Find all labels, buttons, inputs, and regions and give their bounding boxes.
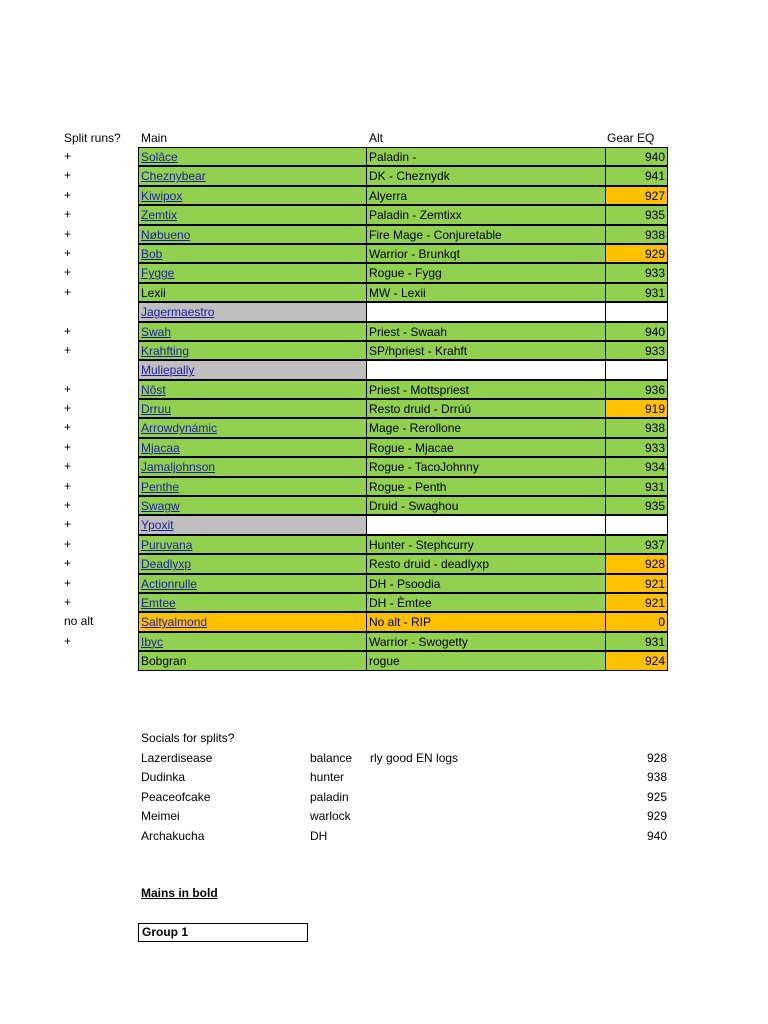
main-cell <box>138 399 367 418</box>
table-row <box>0 457 768 476</box>
split-runs-cell: + <box>64 556 72 571</box>
main-cell <box>138 612 367 631</box>
social-gear: 925 <box>646 789 667 804</box>
alt-cell: Paladin - Zemtixx <box>366 205 606 224</box>
main-character-link[interactable]: Emtee <box>141 595 176 610</box>
main-cell <box>138 225 367 244</box>
gear-eq-cell: 936 <box>605 380 668 399</box>
split-runs-cell: + <box>64 536 72 551</box>
gear-eq-cell: 940 <box>605 322 668 341</box>
split-runs-cell: + <box>64 575 72 590</box>
gear-eq-cell <box>605 515 668 534</box>
split-runs-cell: + <box>64 284 72 299</box>
main-character-link[interactable]: Mjacaa <box>141 440 180 455</box>
main-character-link[interactable]: Penthe <box>141 479 180 494</box>
table-row <box>0 651 768 670</box>
social-class: warlock <box>310 809 351 824</box>
split-runs-cell: + <box>64 187 72 202</box>
social-name: Dudinka <box>141 770 186 785</box>
group-1-box[interactable]: Group 1 <box>138 923 308 942</box>
main-cell <box>138 302 367 321</box>
main-cell: Bobgran <box>138 651 367 670</box>
gear-eq-cell: 927 <box>605 186 668 205</box>
main-cell <box>138 205 367 224</box>
alt-cell: Druid - Swaghou <box>366 496 606 515</box>
gear-eq-cell: 933 <box>605 341 668 360</box>
main-character-link[interactable]: Jagermaestro <box>141 305 215 320</box>
split-runs-cell: + <box>64 517 72 532</box>
alt-cell: No alt - RIP <box>366 612 606 631</box>
alt-cell: Fire Mage - Conjuretable <box>366 225 606 244</box>
social-class: hunter <box>310 770 345 785</box>
gear-eq-cell: 924 <box>605 651 668 670</box>
social-name: Lazerdisease <box>141 751 213 765</box>
main-cell <box>138 457 367 476</box>
main-character-link[interactable]: Deadlyxp <box>141 557 192 572</box>
table-row <box>0 263 768 282</box>
social-name: Archakucha <box>141 828 205 843</box>
gear-eq-cell: 937 <box>605 535 668 554</box>
main-cell: Lexii <box>138 283 367 302</box>
table-row <box>0 438 768 457</box>
main-character-link[interactable]: Nôst <box>141 382 166 397</box>
table-row <box>0 612 768 631</box>
table-row <box>0 302 768 321</box>
main-character-link[interactable]: Krahfting <box>141 343 190 358</box>
table-row <box>0 574 768 593</box>
social-name: Peaceofcake <box>141 789 211 804</box>
mains-in-bold-note: Mains in bold <box>141 886 218 900</box>
split-runs-cell: no alt <box>64 614 94 629</box>
main-character-link[interactable]: Nøbueno <box>141 227 191 242</box>
main-cell <box>138 147 367 166</box>
table-row <box>0 225 768 244</box>
split-runs-cell: + <box>64 265 72 280</box>
gear-eq-cell: 921 <box>605 574 668 593</box>
socials-title: Socials for splits? <box>141 731 235 745</box>
main-cell <box>138 554 367 573</box>
table-row <box>0 322 768 341</box>
gear-eq-cell: 934 <box>605 457 668 476</box>
header-alt: Alt <box>369 131 384 145</box>
alt-cell: MW - Lexii <box>366 283 606 302</box>
split-runs-cell: + <box>64 245 72 260</box>
gear-eq-cell: 935 <box>605 496 668 515</box>
gear-eq-cell: 938 <box>605 225 668 244</box>
table-row <box>0 535 768 554</box>
alt-cell: Alyerra <box>366 186 606 205</box>
alt-cell <box>366 515 606 534</box>
main-character-link[interactable]: Solâce <box>141 150 178 164</box>
main-cell <box>138 244 367 263</box>
table-row <box>0 554 768 573</box>
main-character-link[interactable]: Ypoxit <box>141 518 174 533</box>
split-runs-cell: + <box>64 226 72 241</box>
main-cell <box>138 496 367 515</box>
social-class: DH <box>310 828 328 843</box>
main-character-link[interactable]: Fygge <box>141 266 175 281</box>
main-character-link[interactable]: Kiwipox <box>141 188 183 203</box>
main-character-link[interactable]: Drruu <box>141 402 172 417</box>
main-character-link[interactable]: Swah <box>141 324 172 339</box>
header-gear-eq: Gear EQ <box>607 131 655 145</box>
alt-cell: Rogue - TacoJohnny <box>366 457 606 476</box>
split-runs-cell: + <box>64 168 72 183</box>
social-gear: 940 <box>646 828 667 843</box>
main-character-link[interactable]: Zemtix <box>141 208 177 223</box>
table-row <box>0 360 768 379</box>
split-runs-cell: + <box>64 498 72 513</box>
social-class: paladin <box>310 789 349 804</box>
gear-eq-cell: 941 <box>605 166 668 185</box>
table-row <box>0 399 768 418</box>
header-split-runs: Split runs? <box>64 131 121 145</box>
split-runs-cell: + <box>64 207 72 222</box>
main-character-link[interactable]: Ibyc <box>141 634 164 649</box>
main-character-link[interactable]: Actionrulle <box>141 576 198 591</box>
gear-eq-cell: 940 <box>605 147 668 166</box>
alt-cell <box>366 302 606 321</box>
main-cell <box>138 341 367 360</box>
main-cell <box>138 322 367 341</box>
split-runs-cell: + <box>64 459 72 474</box>
main-character-link[interactable]: Jamaljohnson <box>141 460 216 475</box>
table-row <box>0 186 768 205</box>
social-gear: 929 <box>646 809 667 824</box>
gear-eq-cell: 931 <box>605 632 668 651</box>
alt-cell: Rogue - Mjacae <box>366 438 606 457</box>
alt-cell: Resto druid - deadlyxp <box>366 554 606 573</box>
split-runs-cell: + <box>64 420 72 435</box>
header-main: Main <box>141 131 168 145</box>
table-row <box>0 496 768 515</box>
gear-eq-cell: 933 <box>605 263 668 282</box>
main-cell <box>138 574 367 593</box>
split-runs-cell: + <box>64 149 72 163</box>
table-row <box>0 593 768 612</box>
main-character-link[interactable]: Puruvana <box>141 537 193 552</box>
gear-eq-cell: 938 <box>605 418 668 437</box>
table-row <box>0 341 768 360</box>
split-runs-cell: + <box>64 401 72 416</box>
gear-eq-cell: 933 <box>605 438 668 457</box>
split-runs-cell: + <box>64 594 72 609</box>
main-character-link[interactable]: Bob <box>141 246 163 261</box>
split-runs-cell: + <box>64 323 72 338</box>
social-gear: 938 <box>646 770 667 785</box>
social-class: balance <box>310 751 353 765</box>
gear-eq-cell <box>605 360 668 379</box>
split-runs-cell: + <box>64 381 72 396</box>
social-note: rly good EN logs <box>370 751 459 765</box>
table-row <box>0 418 768 437</box>
alt-cell: Priest - Swaah <box>366 322 606 341</box>
gear-eq-cell: 931 <box>605 477 668 496</box>
split-runs-cell: + <box>64 342 72 357</box>
table-row <box>0 632 768 651</box>
gear-eq-cell: 935 <box>605 205 668 224</box>
split-runs-cell: + <box>64 439 72 454</box>
gear-eq-cell: 919 <box>605 399 668 418</box>
roster-table <box>0 147 768 671</box>
gear-eq-cell: 921 <box>605 593 668 612</box>
main-cell <box>138 263 367 282</box>
main-character-link[interactable]: Saltyalmond <box>141 615 208 630</box>
alt-cell: Resto druid - Drrúú <box>366 399 606 418</box>
alt-cell <box>366 360 606 379</box>
alt-cell: rogue <box>366 651 606 670</box>
alt-cell: Rogue - Penth <box>366 477 606 496</box>
main-cell <box>138 515 367 534</box>
alt-cell: Priest - Mottspriest <box>366 380 606 399</box>
main-cell <box>138 438 367 457</box>
alt-cell: Rogue - Fygg <box>366 263 606 282</box>
gear-eq-cell: 928 <box>605 554 668 573</box>
main-character-link[interactable]: Muliepally <box>141 363 195 378</box>
table-row <box>0 515 768 534</box>
main-character-link[interactable]: Swagw <box>141 499 180 514</box>
table-row <box>0 380 768 399</box>
main-cell <box>138 632 367 651</box>
table-row <box>0 244 768 263</box>
main-character-link[interactable]: Cheznybear <box>141 169 206 184</box>
gear-eq-cell <box>605 302 668 321</box>
main-cell <box>138 477 367 496</box>
table-row <box>0 205 768 224</box>
main-cell <box>138 593 367 612</box>
alt-cell: Warrior - Swogetty <box>366 632 606 651</box>
alt-cell: Warrior - Brunkqt <box>366 244 606 263</box>
gear-eq-cell: 0 <box>605 612 668 631</box>
split-runs-cell: + <box>64 633 72 648</box>
main-character-link[interactable]: Arrowdynámic <box>141 421 218 436</box>
table-row <box>0 283 768 302</box>
main-cell <box>138 535 367 554</box>
alt-cell: DH - Èmtee <box>366 593 606 612</box>
main-cell <box>138 360 367 379</box>
table-row <box>0 147 768 166</box>
social-name: Meimei <box>141 809 180 824</box>
table-row <box>0 477 768 496</box>
alt-cell: DH - Psoodia <box>366 574 606 593</box>
alt-cell: Paladin - <box>366 147 606 166</box>
alt-cell: Mage - Rerollone <box>366 418 606 437</box>
main-cell <box>138 418 367 437</box>
alt-cell: Hunter - Stephcurry <box>366 535 606 554</box>
alt-cell: SP/hpriest - Krahft <box>366 341 606 360</box>
main-cell <box>138 166 367 185</box>
social-gear: 928 <box>646 751 667 765</box>
gear-eq-cell: 931 <box>605 283 668 302</box>
main-cell <box>138 186 367 205</box>
split-runs-cell: + <box>64 478 72 493</box>
main-cell <box>138 380 367 399</box>
table-row <box>0 166 768 185</box>
gear-eq-cell: 929 <box>605 244 668 263</box>
alt-cell: DK - Cheznydk <box>366 166 606 185</box>
